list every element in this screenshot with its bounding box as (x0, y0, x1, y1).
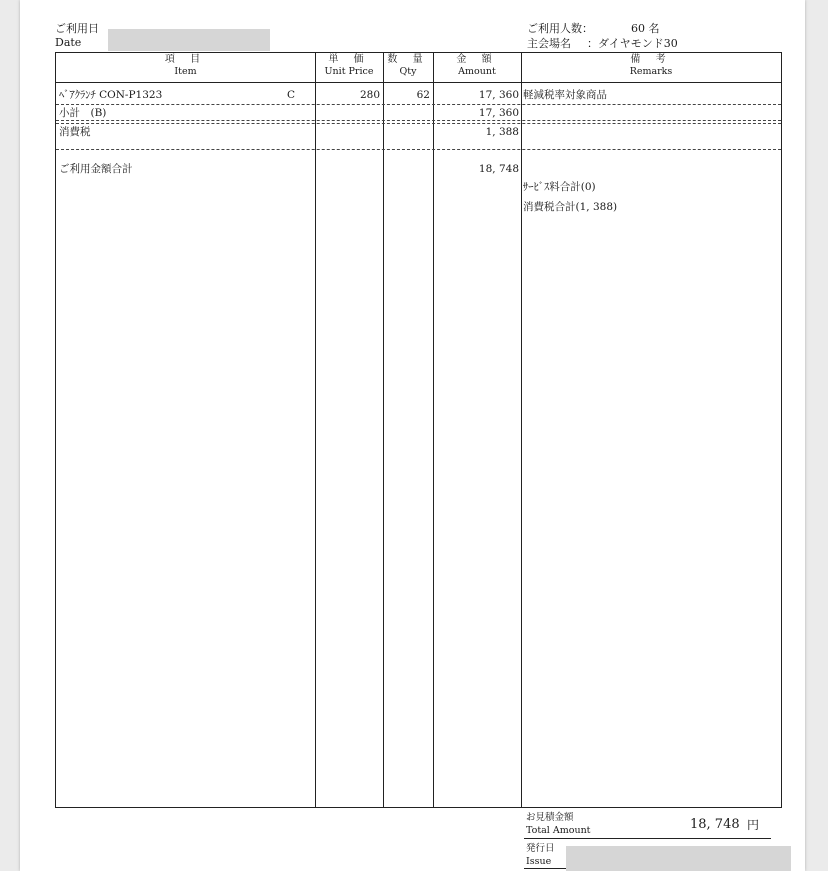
date-label-jp: ご利用日 (55, 22, 99, 35)
issue-label-jp: 発行日 (526, 843, 555, 854)
items-table (55, 52, 782, 808)
row-unit-price: 280 (359, 89, 380, 101)
issue-label-en: Issue (526, 856, 552, 867)
guests-value: 60 名 (631, 22, 660, 35)
consumption-tax-total: 消費税合計(1, 388) (523, 201, 618, 213)
row-code: C (287, 89, 296, 101)
tax-amount: 1, 388 (485, 126, 519, 138)
estimate-label-jp: お見積金額 (526, 812, 574, 823)
column-divider (383, 53, 384, 807)
venue-value: ：ダイヤモンド30 (587, 37, 678, 50)
column-header-unit-price: 単 価 Unit Price (324, 54, 374, 77)
row-separator (56, 120, 781, 121)
estimate-label-en: Total Amount (526, 825, 591, 836)
tax-label: 消費税 (59, 126, 91, 138)
row-separator (56, 104, 781, 105)
total-label: ご利用金額合計 (59, 163, 133, 175)
row-remarks: 軽減税率対象商品 (523, 89, 607, 101)
column-divider (521, 53, 522, 807)
redacted-date (108, 29, 270, 51)
row-separator (56, 149, 781, 150)
venue-label: 主会場名 (527, 37, 571, 50)
issue-underline (524, 868, 566, 869)
estimate-underline (524, 838, 771, 839)
service-charge-total: ｻｰﾋﾞｽ料合計(0) (523, 181, 596, 193)
row-qty: 62 (416, 89, 430, 101)
estimate-value: 18, 748 (690, 817, 740, 832)
guests-label: ご利用人数： (527, 22, 593, 35)
column-divider (315, 53, 316, 807)
column-header-amount: 金 額 Amount (456, 54, 498, 77)
currency-unit: 円 (747, 818, 760, 832)
date-label-en: Date (55, 36, 82, 49)
header-divider (56, 82, 781, 83)
row-separator (56, 123, 781, 124)
subtotal-amount: 17, 360 (478, 107, 519, 119)
redacted-issue-date (566, 846, 791, 871)
document-page (20, 0, 805, 871)
row-item: ﾍﾞｱｸﾗﾝﾁ CON-P1323 (59, 89, 163, 101)
row-amount: 17, 360 (478, 89, 519, 101)
column-header-remarks: 備 考 Remarks (629, 54, 673, 77)
subtotal-label: 小計 (B) (59, 107, 107, 119)
column-header-qty: 数 量 Qty (387, 54, 429, 77)
total-amount: 18, 748 (478, 163, 519, 175)
column-header-item: 項 目 Item (164, 54, 207, 77)
